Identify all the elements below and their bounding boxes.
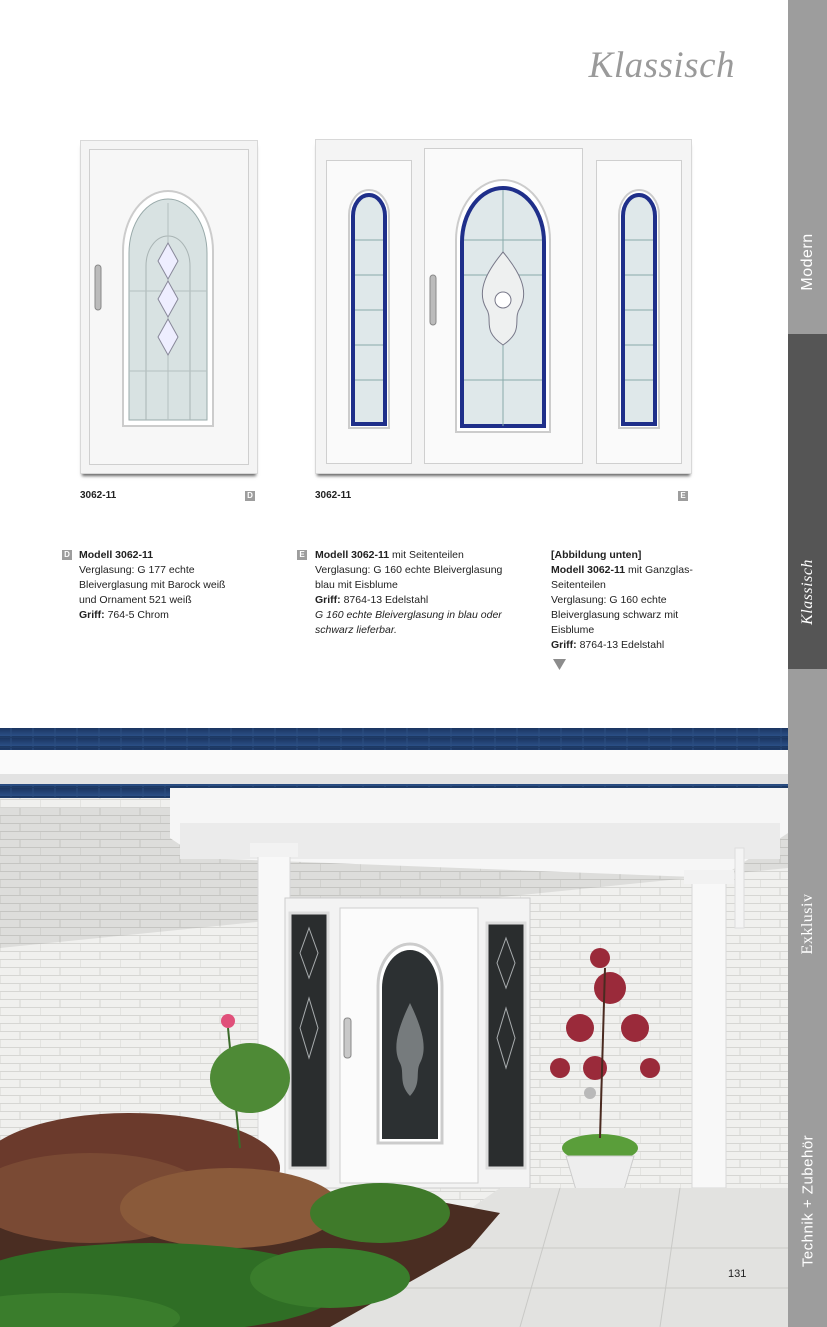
handle-label: Griff: [315,594,341,606]
tab-exklusiv-label: Exklusiv [798,893,816,955]
handle-value: 8764-13 Edelstahl [576,639,665,651]
desc-line: und Ornament 521 weiß [79,594,192,606]
product-description-photo [551,548,731,653]
desc-line: Seitenteilen [551,579,606,591]
letter-badge-e-desc: E [297,550,307,560]
door-d-glass [81,141,257,473]
product-description-e [315,548,530,638]
handle-label: Griff: [551,639,577,651]
tab-klassisch[interactable] [788,334,827,669]
door-e-glass [316,140,691,473]
handle-value: 764-5 Chrom [104,609,169,621]
model-suffix: mit Ganzglas- [625,564,693,576]
door-image-d [80,140,258,474]
tab-technik[interactable] [788,1089,827,1327]
door-image-e [315,139,692,474]
desc-line: Bleiverglasung mit Barock weiß [79,579,226,591]
tab-modern-label: Modern [798,233,816,291]
tab-modern[interactable] [788,0,827,334]
model-suffix: mit Seitenteilen [389,549,464,561]
model-label: Modell 3062-11 [551,564,626,576]
handle-value: 8764-13 Edelstahl [340,594,429,606]
house-entrance-photo [0,728,788,1327]
desc-line: Verglasung: G 160 echte Bleiverglasung [315,564,503,576]
product-description-d [79,548,279,623]
tab-technik-label: Technik + Zubehör [799,1134,816,1268]
page-number: 131 [728,1268,747,1280]
handle-label: Griff: [79,609,105,621]
desc-line: Verglasung: G 160 echte [551,594,667,606]
desc-line: Eisblume [551,624,595,636]
desc-line: Verglasung: G 177 echte [79,564,195,576]
letter-badge-d: D [245,491,255,501]
product-code-d: 3062-11 [80,490,117,501]
tab-exklusiv[interactable] [788,669,827,1089]
desc-line: Bleiverglasung schwarz mit [551,609,679,621]
model-label: Modell 3062-11 [79,549,154,561]
letter-badge-e: E [678,491,688,501]
product-code-e: 3062-11 [315,490,352,501]
down-triangle-icon [553,659,566,670]
photo-heading: [Abbildung unten] [551,549,642,561]
letter-badge-d-desc: D [62,550,72,560]
note-line: G 160 echte Bleiverglasung in blau oder [315,609,502,621]
page-title: Klassisch [588,45,735,86]
desc-line: blau mit Eisblume [315,579,398,591]
note-line: schwarz lieferbar. [315,624,397,636]
tab-klassisch-label: Klassisch [798,559,816,625]
model-label: Modell 3062-11 [315,549,390,561]
